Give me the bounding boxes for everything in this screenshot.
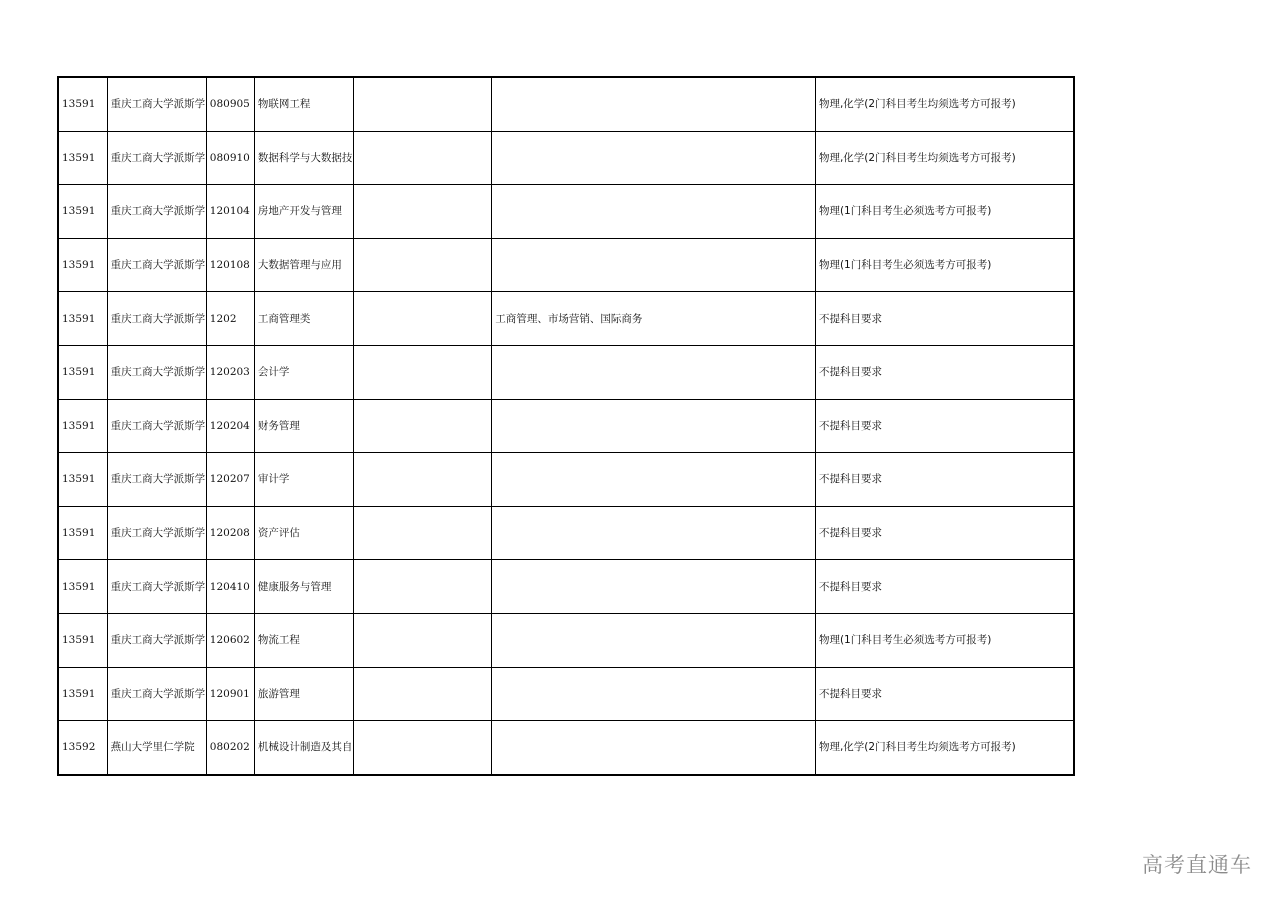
notes-cell [354, 453, 492, 507]
subject-requirement-cell: 物理(1门科目考生必须选考方可报考) [815, 185, 1074, 239]
table-row [58, 238, 1074, 292]
notes-cell [354, 721, 492, 775]
major-name-cell: 健康服务与管理 [254, 560, 353, 614]
school-name-cell: 重庆工商大学派斯学 [107, 399, 206, 453]
included-majors-cell [492, 613, 816, 667]
school-name-cell: 重庆工商大学派斯学 [107, 453, 206, 507]
included-majors-cell [492, 506, 816, 560]
major-name-cell: 物流工程 [254, 613, 353, 667]
school-code-cell: 13591 [58, 453, 107, 507]
school-name-cell: 重庆工商大学派斯学 [107, 292, 206, 346]
subject-requirement-cell: 物理,化学(2门科目考生均须选考方可报考) [815, 721, 1074, 775]
subject-requirement-cell: 不提科目要求 [815, 560, 1074, 614]
table-body [58, 77, 1074, 775]
school-name-cell: 重庆工商大学派斯学 [107, 613, 206, 667]
table-row [58, 667, 1074, 721]
notes-cell [354, 613, 492, 667]
table-row [58, 131, 1074, 185]
included-majors-cell [492, 453, 816, 507]
major-name-cell: 机械设计制造及其自 [254, 721, 353, 775]
major-code-cell: 120901 [206, 667, 254, 721]
major-name-cell: 房地产开发与管理 [254, 185, 353, 239]
school-code-cell: 13591 [58, 399, 107, 453]
major-name-cell: 旅游管理 [254, 667, 353, 721]
table-row [58, 506, 1074, 560]
notes-cell [354, 506, 492, 560]
school-code-cell: 13591 [58, 185, 107, 239]
subject-requirement-cell: 物理(1门科目考生必须选考方可报考) [815, 238, 1074, 292]
table-row [58, 721, 1074, 775]
major-code-cell: 120602 [206, 613, 254, 667]
table-row [58, 560, 1074, 614]
included-majors-cell [492, 77, 816, 131]
included-majors-cell [492, 560, 816, 614]
notes-cell [354, 238, 492, 292]
table-row [58, 345, 1074, 399]
major-code-cell: 120204 [206, 399, 254, 453]
school-code-cell: 13591 [58, 506, 107, 560]
major-name-cell: 审计学 [254, 453, 353, 507]
subject-requirement-cell: 物理,化学(2门科目考生均须选考方可报考) [815, 77, 1074, 131]
school-code-cell: 13591 [58, 131, 107, 185]
subject-requirement-cell: 不提科目要求 [815, 292, 1074, 346]
included-majors-cell: 工商管理、市场营销、国际商务 [492, 292, 816, 346]
subject-requirement-cell: 不提科目要求 [815, 399, 1074, 453]
major-code-cell: 120104 [206, 185, 254, 239]
subject-requirement-cell: 不提科目要求 [815, 453, 1074, 507]
major-code-cell: 120207 [206, 453, 254, 507]
table-row [58, 185, 1074, 239]
major-name-cell: 数据科学与大数据技 [254, 131, 353, 185]
included-majors-cell [492, 345, 816, 399]
subject-requirement-cell: 不提科目要求 [815, 667, 1074, 721]
subject-requirement-cell: 不提科目要求 [815, 506, 1074, 560]
major-code-cell: 080905 [206, 77, 254, 131]
table-row [58, 613, 1074, 667]
table-row [58, 77, 1074, 131]
school-name-cell: 重庆工商大学派斯学 [107, 131, 206, 185]
school-name-cell: 重庆工商大学派斯学 [107, 238, 206, 292]
notes-cell [354, 560, 492, 614]
notes-cell [354, 345, 492, 399]
major-name-cell: 资产评估 [254, 506, 353, 560]
included-majors-cell [492, 667, 816, 721]
school-name-cell: 重庆工商大学派斯学 [107, 185, 206, 239]
subject-requirements-table [57, 76, 1075, 776]
school-name-cell: 燕山大学里仁学院 [107, 721, 206, 775]
school-code-cell: 13591 [58, 77, 107, 131]
subject-requirement-cell: 物理(1门科目考生必须选考方可报考) [815, 613, 1074, 667]
school-name-cell: 重庆工商大学派斯学 [107, 345, 206, 399]
major-name-cell: 大数据管理与应用 [254, 238, 353, 292]
subject-requirement-cell: 不提科目要求 [815, 345, 1074, 399]
notes-cell [354, 185, 492, 239]
table-row [58, 399, 1074, 453]
school-code-cell: 13591 [58, 238, 107, 292]
major-code-cell: 120208 [206, 506, 254, 560]
major-name-cell: 工商管理类 [254, 292, 353, 346]
included-majors-cell [492, 185, 816, 239]
notes-cell [354, 399, 492, 453]
major-code-cell: 120410 [206, 560, 254, 614]
subject-requirement-cell: 物理,化学(2门科目考生均须选考方可报考) [815, 131, 1074, 185]
school-name-cell: 重庆工商大学派斯学 [107, 506, 206, 560]
notes-cell [354, 667, 492, 721]
major-code-cell: 1202 [206, 292, 254, 346]
major-name-cell: 财务管理 [254, 399, 353, 453]
school-name-cell: 重庆工商大学派斯学 [107, 77, 206, 131]
school-code-cell: 13592 [58, 721, 107, 775]
notes-cell [354, 77, 492, 131]
school-code-cell: 13591 [58, 667, 107, 721]
notes-cell [354, 131, 492, 185]
included-majors-cell [492, 399, 816, 453]
notes-cell [354, 292, 492, 346]
included-majors-cell [492, 721, 816, 775]
table-row [58, 292, 1074, 346]
watermark-text: 高考直通车 [1142, 853, 1252, 877]
included-majors-cell [492, 131, 816, 185]
included-majors-cell [492, 238, 816, 292]
school-code-cell: 13591 [58, 560, 107, 614]
major-name-cell: 物联网工程 [254, 77, 353, 131]
school-code-cell: 13591 [58, 292, 107, 346]
major-code-cell: 120203 [206, 345, 254, 399]
school-code-cell: 13591 [58, 613, 107, 667]
school-code-cell: 13591 [58, 345, 107, 399]
major-code-cell: 080202 [206, 721, 254, 775]
major-code-cell: 120108 [206, 238, 254, 292]
school-name-cell: 重庆工商大学派斯学 [107, 560, 206, 614]
major-name-cell: 会计学 [254, 345, 353, 399]
school-name-cell: 重庆工商大学派斯学 [107, 667, 206, 721]
table-row [58, 453, 1074, 507]
major-code-cell: 080910 [206, 131, 254, 185]
